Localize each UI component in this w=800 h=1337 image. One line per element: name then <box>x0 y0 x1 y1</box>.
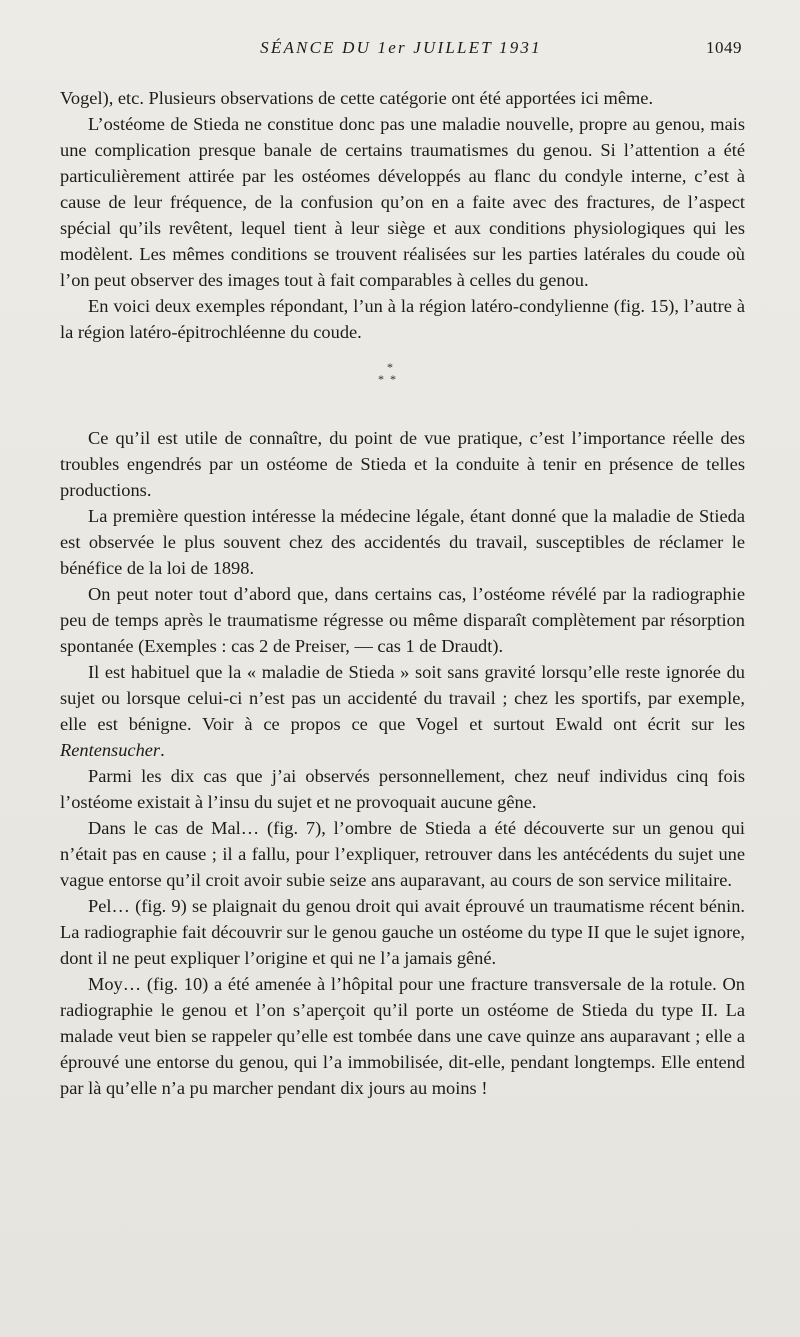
paragraph-without-gravity-text: Il est habituel que la « maladie de Stieda » soit sans gravité lorsqu’elle reste ignorée du sujet ou lorsque celui-ci n’est pas un accidenté du travail ; chez les sportifs, par exemple, elle est bénigne. Voir à ce propos ce que Vogel et surtout Ewald ont écrit sur les <box>60 662 745 734</box>
paragraph-ten-cases: Parmi les dix cas que j’ai observés personnellement, chez neuf individus cinq fois l’ostéome existait à l’insu du sujet et ne provoquait aucune gêne. <box>60 766 745 812</box>
paragraph-without-gravity-end: . <box>160 740 165 760</box>
paragraph-two-examples: En voici deux exemples répondant, l’un à la région latéro-condylienne (fig. 15), l’autre à la région latéro-épitrochléenne du coude. <box>60 296 745 342</box>
running-title: SÉANCE DU 1er JUILLET 1931 <box>260 38 542 57</box>
paragraph-continued: Vogel), etc. Plusieurs observations de cette catégorie ont été apportées ici même. <box>60 88 654 108</box>
paragraph-practical-importance: Ce qu’il est utile de connaître, du point de vue pratique, c’est l’importance réelle des troubles engendrés par un ostéome de Stieda et la conduite à tenir en présence de telles productions. <box>60 428 745 500</box>
asterism-ornament <box>370 361 410 391</box>
body-text <box>60 85 745 1101</box>
asterism-top: * <box>387 360 393 374</box>
paragraph-spontaneous-resorption: On peut noter tout d’abord que, dans certains cas, l’ostéome révélé par la radiographie peu de temps après le traumatisme régresse ou même disparaît complètement par résorption spontanée (Exemples : cas 2 de Preiser, — cas 1 de Draudt). <box>60 584 745 656</box>
italic-term-rentensucher: Rentensucher <box>60 740 161 760</box>
paragraph-case-mal: Dans le cas de Mal… (fig. 7), l’ombre de Stieda a été découverte sur un genou qui n’était pas en cause ; il a fallu, pour l’expliquer, retrouver dans les antécédents du sujet une vague entorse qu’il croit avoir subie seize ans auparavant, au cours de son service militaire. <box>60 818 745 890</box>
page-number: 1049 <box>706 38 742 57</box>
paragraph-legal-medicine: La première question intéresse la médecine légale, étant donné que la maladie de Stieda est observée le plus souvent chez des accidentés du travail, susceptibles de réclamer le bénéfice de la loi de 1898. <box>60 506 745 578</box>
running-head <box>60 38 742 64</box>
paragraph-stieda-not-new: L’ostéome de Stieda ne constitue donc pas une maladie nouvelle, propre au genou, mais une complication presque banale de certains traumatismes du genou. Si l’attention a été particulièrement attirée par les ostéomes développés au flanc du condyle interne, c’est à cause de leur fréquence, de la confusion qu’on en a faite avec des fractures, de l’aspect spécial qu’ils revêtent, lequel tient à leur siège et aux conditions physiologiques qui les modèlent. Les mêmes conditions se trouvent réalisées sur les parties latérales du coude où l’on peut observer des images tout à fait comparables à celles du genou. <box>60 114 745 290</box>
paragraph-without-gravity <box>60 659 745 763</box>
section-break <box>60 345 745 425</box>
paragraph-case-pel: Pel… (fig. 9) se plaignait du genou droit qui avait éprouvé un traumatisme récent bénin. La radiographie fait découvrir sur le genou gauche un ostéome du type II que le sujet ignore, dont il ne peut expliquer l’origine et qui ne l’a jamais gêné. <box>60 896 745 968</box>
asterism-bottom: ** <box>378 372 402 386</box>
paragraph-case-moy: Moy… (fig. 10) a été amenée à l’hôpital pour une fracture transversale de la rotule. On radiographie le genou et l’on s’aperçoit qu’il porte un ostéome de Stieda du type II. La malade veut bien se rappeler qu’elle est tombée dans une cave quinze ans auparavant ; elle a éprouvé une entorse du genou, qui l’a immobilisée, dit-elle, pendant longtemps. Elle entend par là qu’elle n’a pu marcher pendant dix jours au moins ! <box>60 974 745 1098</box>
